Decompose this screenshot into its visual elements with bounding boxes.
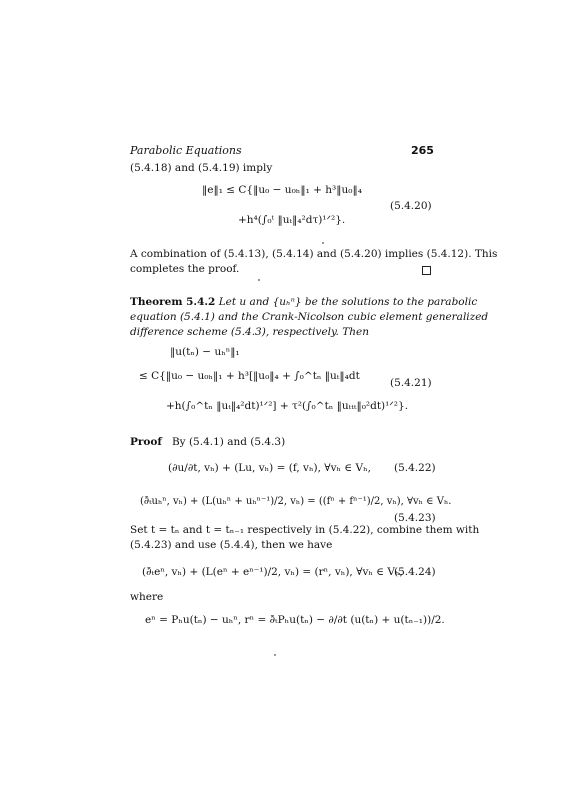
scan-speck (258, 279, 260, 281)
scan-speck (274, 654, 276, 656)
combination-line1: A combination of (5.4.13), (5.4.14) and (5.4.20) implies (5.4.12). This (130, 248, 498, 260)
eq-5-4-22: (∂u/∂t, vₕ) + (Lu, vₕ) = (f, vₕ), ∀vₕ ∈ Vₕ, (168, 462, 371, 474)
set-line2: (5.4.23) and use (5.4.4), then we have (130, 539, 333, 551)
running-header-title: Parabolic Equations (130, 144, 242, 157)
proof-label: Proof (130, 436, 162, 448)
theorem-text-1: Let u and {uₕⁿ} be the solutions to the parabolic (218, 296, 478, 308)
eq-5-4-20-line2: +h⁴(∫₀ᵗ ‖uₜ‖₄²dτ)¹ᐟ²}. (238, 214, 346, 226)
eq-5-4-21-line3: +h(∫₀^tₙ ‖uₜ‖₄²dt)¹ᐟ²] + τ²(∫₀^tₙ ‖uₜₜₜ‖₀²dt)¹ᐟ²}. (166, 400, 409, 412)
eq-number-5-4-24: (5.4.24) (394, 566, 436, 578)
scan-speck (322, 242, 324, 244)
eq-number-5-4-20: (5.4.20) (390, 200, 432, 212)
theorem-line2: equation (5.4.1) and the Crank-Nicolson cubic element generalized (130, 311, 489, 323)
qed-square-icon (422, 266, 431, 275)
theorem-label: Theorem 5.4.2 (130, 296, 216, 308)
eq-number-5-4-21: (5.4.21) (390, 377, 432, 389)
page-number: 265 (411, 144, 434, 157)
eq-5-4-21-line2: ≤ C{‖u₀ − u₀ₕ‖₁ + h³[‖u₀‖₄ + ∫₀^tₙ ‖uₜ‖₄dt (139, 370, 360, 382)
eq-number-5-4-23: (5.4.23) (394, 512, 436, 524)
eq-definitions: eⁿ = Pₕu(tₙ) − uₕⁿ, rⁿ = ∂̄ₜPₕu(tₙ) − ∂/∂t (u(tₙ) + u(tₙ₋₁))/2. (145, 614, 445, 626)
where-word: where (130, 591, 164, 603)
eq-number-5-4-22: (5.4.22) (394, 462, 436, 474)
set-line1: Set t = tₙ and t = tₙ₋₁ respectively in (5.4.22), combine them with (130, 524, 480, 536)
eq-5-4-23: (∂̄ₜuₕⁿ, vₕ) + (L(uₕⁿ + uₕⁿ⁻¹)/2, vₕ) = ((fⁿ + fⁿ⁻¹)/2, vₕ), ∀vₕ ∈ Vₕ. (140, 496, 452, 507)
eq-5-4-21-line1: ‖u(tₙ) − uₕⁿ‖₁ (170, 346, 240, 358)
eq-5-4-24: (∂̄ₜeⁿ, vₕ) + (L(eⁿ + eⁿ⁻¹)/2, vₕ) = (rⁿ, vₕ), ∀vₕ ∈ Vₕ, (142, 566, 403, 578)
proof-line (130, 436, 285, 448)
theorem-line1 (130, 296, 477, 308)
theorem-line3: difference scheme (5.4.3), respectively. Then (130, 326, 369, 338)
proof-text: By (5.4.1) and (5.4.3) (171, 436, 286, 448)
eq-5-4-20-line1: ‖e‖₁ ≤ C{‖u₀ − u₀ₕ‖₁ + h³‖u₀‖₄ (202, 184, 362, 196)
combination-line2: completes the proof. (130, 263, 240, 275)
intro-line: (5.4.18) and (5.4.19) imply (130, 162, 273, 174)
